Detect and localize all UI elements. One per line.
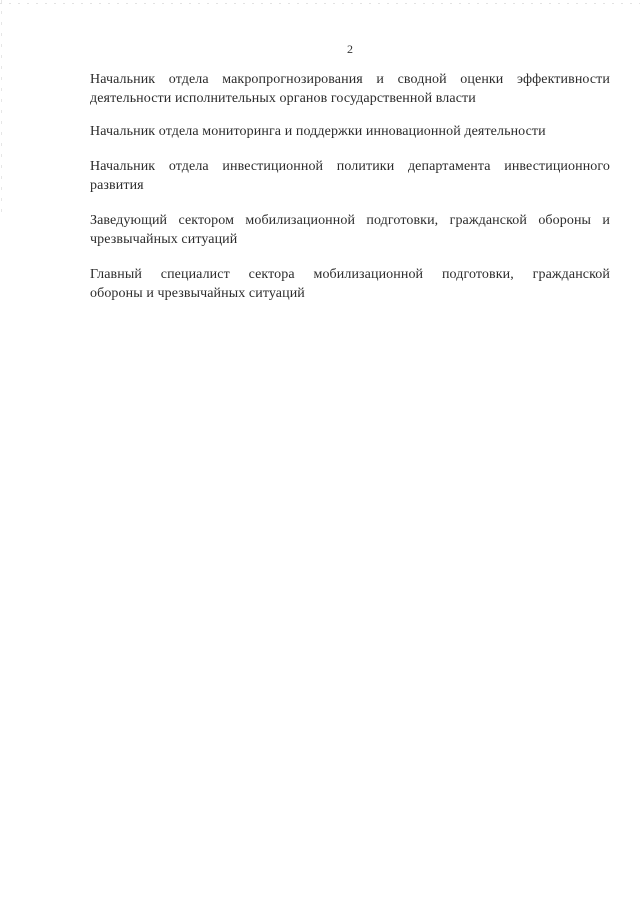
position-title-line: чрезвычайных ситуаций <box>90 232 238 247</box>
position-entry-continuation <box>90 230 610 249</box>
position-title-line: деятельности исполнительных органов государственной власти <box>90 91 476 106</box>
position-title-line: Начальник отдела макропрогнозирования и сводной оценки эффективности <box>90 72 610 87</box>
position-title-line: Главный специалист сектора мобилизационной подготовки, гражданской <box>90 267 610 282</box>
position-title-line: Заведующий сектором мобилизационной подготовки, гражданской обороны и <box>90 213 610 228</box>
page-number: 2 <box>347 42 353 56</box>
position-entry-continuation <box>90 284 610 303</box>
position-entry <box>90 211 610 230</box>
position-title-line: развития <box>90 178 144 193</box>
position-title-line: Начальник отдела мониторинга и поддержки инновационной деятельности <box>90 124 546 139</box>
position-entry <box>90 70 610 89</box>
position-title-line: обороны и чрезвычайных ситуаций <box>90 286 305 301</box>
scan-edge-artifact <box>0 3 640 4</box>
positions-list <box>90 70 610 317</box>
position-title-line: Начальник отдела инвестиционной политики департамента инвестиционного <box>90 159 610 174</box>
position-entry <box>90 157 610 176</box>
scan-edge-artifact <box>1 0 2 220</box>
position-entry <box>90 122 610 141</box>
position-entry-continuation <box>90 176 610 195</box>
position-entry-continuation <box>90 89 610 108</box>
position-entry <box>90 265 610 284</box>
